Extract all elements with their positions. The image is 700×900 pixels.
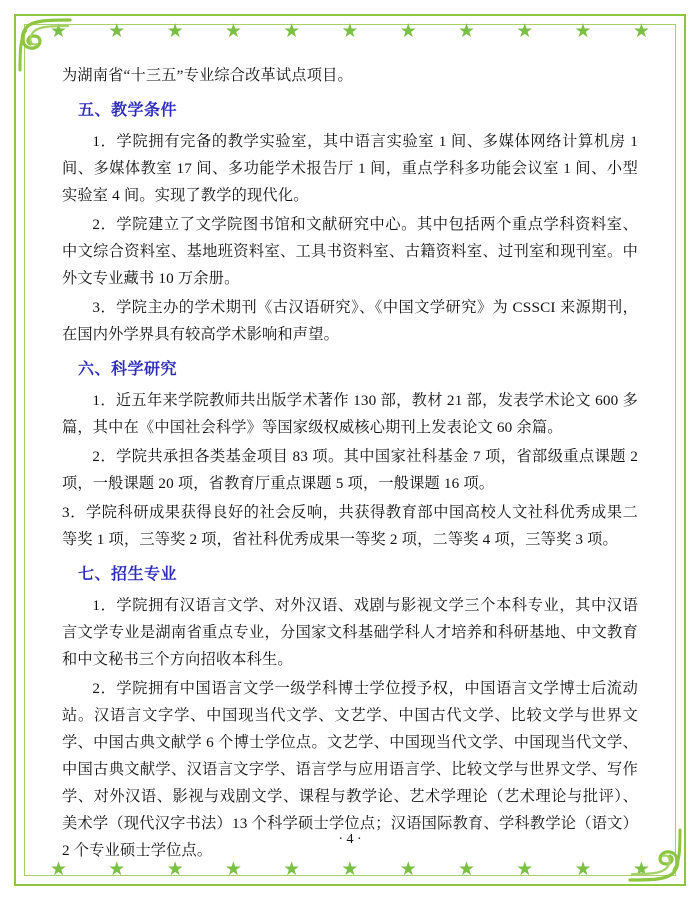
body-paragraph: 2．学院共承担各类基金项目 83 项。其中国家社科基金 7 项，省部级重点课题 2 项，一般课题 20 项，省教育厅重点课题 5 项，一般课题 16 项。 <box>62 448 638 492</box>
star-icon: ★ <box>283 20 301 42</box>
star-icon: ★ <box>108 858 126 880</box>
star-icon: ★ <box>108 20 126 42</box>
star-icon: ★ <box>457 858 476 880</box>
document-body <box>52 62 648 859</box>
star-icon: ★ <box>50 858 68 880</box>
section-heading: 七、招生专业 <box>78 566 178 583</box>
body-paragraph: 3．学院科研成果获得良好的社会反响，共获得教育部中国高校人文社科优秀成果二等奖 1 项，三等奖 2 项，省社科优秀成果一等奖 2 项，二等奖 4 项，三等奖 3 项。 <box>62 504 638 548</box>
star-icon: ★ <box>399 858 417 880</box>
body-paragraph: 2．学院建立了文学院图书馆和文献研究中心。其中包括两个重点学科资料室、中文综合资料室、基地班资料室、工具书资料室、古籍资料室、过刊室和现刊室。中外文专业藏书 10 万余册。 <box>62 216 638 287</box>
star-icon: ★ <box>632 858 650 880</box>
body-paragraph: 3．学院主办的学术期刊《古汉语研究》、《中国文学研究》为 CSSCI 来源期刊，在国内外学界具有较高学术影响和声望。 <box>62 299 638 343</box>
star-icon: ★ <box>399 20 417 42</box>
section-heading: 六、科学研究 <box>78 361 178 378</box>
body-paragraph: 1．近五年来学院教师共出版学术著作 130 部，教材 21 部，发表学术论文 600 多篇，其中在《中国社会科学》等国家级权威核心期刊上发表论文 60 余篇。 <box>62 392 638 436</box>
star-icon: ★ <box>341 20 359 42</box>
star-icon: ★ <box>574 20 592 42</box>
star-icon: ★ <box>224 20 242 42</box>
star-icon: ★ <box>457 20 476 42</box>
page-number: · 4 · <box>338 832 362 847</box>
star-icon: ★ <box>516 20 534 42</box>
star-icon: ★ <box>516 858 534 880</box>
star-icon: ★ <box>283 858 301 880</box>
body-paragraph: 1．学院拥有完备的教学实验室，其中语言实验室 1 间、多媒体网络计算机房 1 间、多媒体教室 17 间、多功能学术报告厅 1 间，重点学科多功能会议室 1 间、小型实验室 4 间。实现了教学的现代化。 <box>62 133 638 204</box>
star-icon: ★ <box>632 20 650 42</box>
star-icon: ★ <box>166 20 184 42</box>
section-heading: 五、教学条件 <box>78 102 178 119</box>
star-icon: ★ <box>166 858 184 880</box>
body-paragraph: 1．学院拥有汉语言文学、对外汉语、戏剧与影视文学三个本科专业，其中汉语言文学专业是湖南省重点专业，分国家文科基础学科人才培养和科研基地、中文教育和中文秘书三个方向招收本科生。 <box>62 597 638 668</box>
star-icon: ★ <box>50 20 68 42</box>
star-icon: ★ <box>224 858 242 880</box>
star-icon: ★ <box>574 858 592 880</box>
body-paragraph: 2．学院拥有中国语言文学一级学科博士学位授予权，中国语言文学博士后流动站。汉语言文字学、中国现当代文学、文艺学、中国古代文学、比较文学与世界文学、中国古典文献学 6 个博士学位点。文艺学、中国现当代文学、中国现当代文学、中国古典文献学、汉语言文字学、语言学与应用语言学、比较文学与世界文学、写作学、对外汉语、影视与戏剧文学、课程与教学论、艺术学理论（艺术理论与批评）、美术学（现代汉字书法）13 个科学硕士学位点；汉语国际教育、学科教学论（语文）2 个专业硕士学位点。 <box>62 680 638 859</box>
body-paragraph: 为湖南省“十三五”专业综合改革试点项目。 <box>62 67 353 84</box>
star-icon: ★ <box>341 858 359 880</box>
